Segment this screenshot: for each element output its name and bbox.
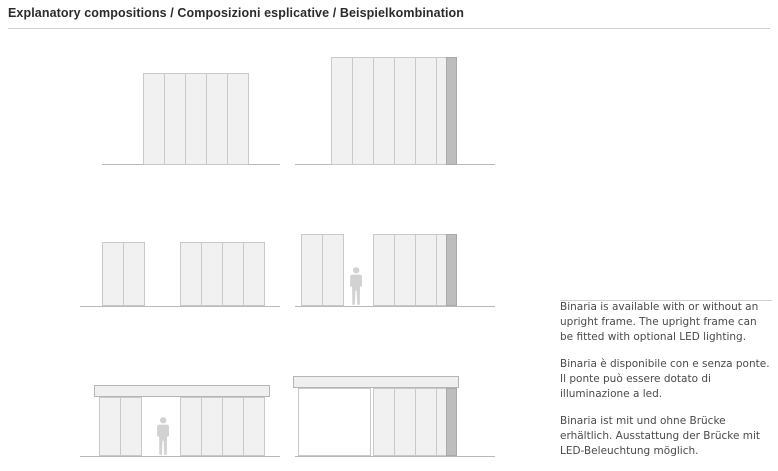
ground-line bbox=[295, 306, 495, 307]
drawings-area bbox=[0, 34, 540, 458]
wall-panel bbox=[180, 397, 202, 456]
caption-english: Binaria is available with or without an upright frame. The upright frame can be fitted with optional LED lighting. bbox=[560, 301, 759, 343]
upright-frame bbox=[446, 57, 457, 165]
human-silhouette bbox=[347, 266, 365, 306]
wall-panel bbox=[301, 234, 323, 306]
wall-panel bbox=[352, 57, 374, 165]
drawing-row3-left bbox=[60, 316, 280, 458]
wall-panel bbox=[415, 234, 437, 306]
wall-panel bbox=[373, 234, 395, 306]
wall-panel bbox=[201, 397, 223, 456]
ground-line-left bbox=[102, 164, 142, 165]
drawing-row1-right bbox=[285, 34, 515, 174]
ground-line bbox=[80, 306, 280, 307]
wall-panel bbox=[120, 397, 142, 456]
wall-panel bbox=[123, 242, 145, 306]
title-divider bbox=[8, 28, 770, 29]
bridge-frame bbox=[94, 385, 270, 397]
wall-panel bbox=[222, 397, 244, 456]
wall-panel bbox=[164, 73, 186, 165]
drawing-row1-left bbox=[60, 34, 280, 174]
wall-panel bbox=[322, 234, 344, 306]
caption-german: Binaria ist mit und ohne Brücke erhältlich. Ausstattung der Brücke mit LED-Beleuchtung möglich. bbox=[560, 415, 761, 457]
open-passage bbox=[298, 388, 371, 456]
wall-panel bbox=[394, 57, 416, 165]
wall-panel bbox=[201, 242, 223, 306]
drawing-row2-left bbox=[60, 174, 280, 314]
drawing-row3-right bbox=[285, 316, 515, 458]
wall-panel bbox=[331, 57, 353, 165]
upright-frame bbox=[446, 388, 457, 456]
caption-column bbox=[560, 300, 770, 471]
wall-panel bbox=[415, 57, 437, 165]
wall-panel bbox=[185, 73, 207, 165]
upright-frame bbox=[446, 234, 457, 306]
wall-panel bbox=[373, 57, 395, 165]
wall-panel bbox=[206, 73, 228, 165]
caption-italian: Binaria è disponibile con e senza ponte. Il ponte può essere dotato di illuminazione a led. bbox=[560, 358, 770, 400]
drawing-row2-right bbox=[285, 174, 515, 314]
wall-panel bbox=[243, 242, 265, 306]
human-silhouette bbox=[154, 416, 172, 456]
wall-panel bbox=[394, 388, 416, 456]
ground-line bbox=[295, 456, 495, 457]
wall-panel bbox=[180, 242, 202, 306]
wall-panel bbox=[102, 242, 124, 306]
wall-panel bbox=[227, 73, 249, 165]
wall-panel bbox=[143, 73, 165, 165]
bridge-frame bbox=[293, 376, 459, 388]
wall-panel bbox=[99, 397, 121, 456]
wall-panel bbox=[415, 388, 437, 456]
ground-line bbox=[80, 456, 280, 457]
wall-panel bbox=[373, 388, 395, 456]
wall-panel bbox=[243, 397, 265, 456]
wall-panel bbox=[394, 234, 416, 306]
wall-panel bbox=[222, 242, 244, 306]
page-title: Explanatory compositions / Composizioni esplicative / Beispielkombination bbox=[8, 6, 464, 20]
